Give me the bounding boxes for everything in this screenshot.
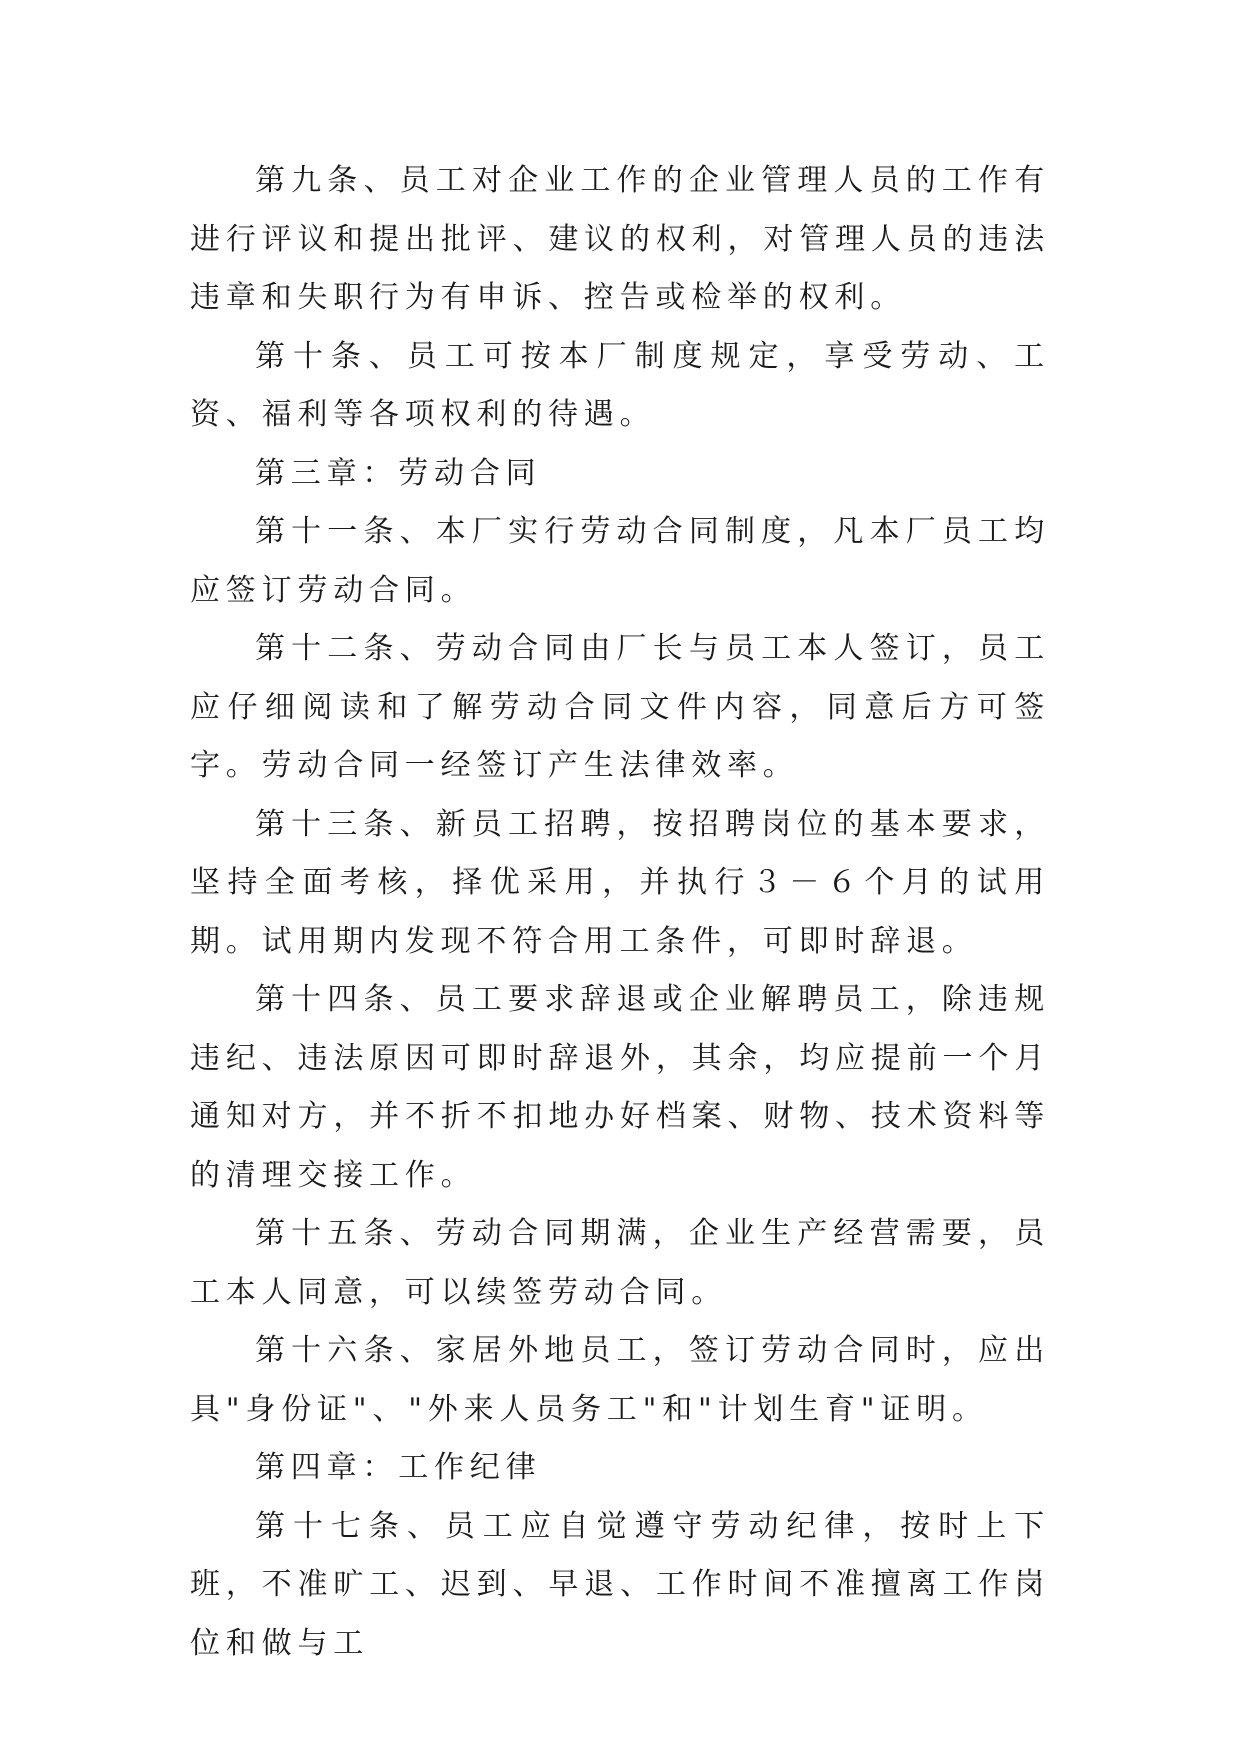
article-14-paragraph: 第十四条、员工要求辞退或企业解聘员工，除违规违纪、违法原因可即时辞退外，其余，均应提前一个月通知对方，并不折不扣地办好档案、财物、技术资料等的清理交接工作。 bbox=[190, 982, 1050, 1193]
article-16-paragraph: 第十六条、家居外地员工，签订劳动合同时，应出具"身份证"、"外来人员务工"和"计划生育"证明。 bbox=[190, 1333, 1050, 1427]
chapter-4-heading: 第四章：工作纪律 bbox=[255, 1450, 542, 1485]
article-13-paragraph: 第十三条、新员工招聘，按招聘岗位的基本要求，坚持全面考核，择优采用，并执行３－６个月的试用期。试用期内发现不符合用工条件，可即时辞退。 bbox=[190, 806, 1050, 959]
article-17-paragraph: 第十七条、员工应自觉遵守劳动纪律，按时上下班，不准旷工、迟到、早退、工作时间不准擅离工作岗位和做与工 bbox=[190, 1508, 1050, 1661]
article-10-paragraph: 第十条、员工可按本厂制度规定，享受劳动、工资、福利等各项权利的待遇。 bbox=[190, 338, 1050, 432]
article-9-paragraph: 第九条、员工对企业工作的企业管理人员的工作有进行评议和提出批评、建议的权利，对管理人员的违法违章和失职行为有申诉、控告或检举的权利。 bbox=[190, 163, 1050, 315]
article-15-paragraph: 第十五条、劳动合同期满，企业生产经营需要，员工本人同意，可以续签劳动合同。 bbox=[190, 1216, 1050, 1310]
chapter-3-heading: 第三章：劳动合同 bbox=[255, 455, 542, 491]
article-11-paragraph: 第十一条、本厂实行劳动合同制度，凡本厂员工均应签订劳动合同。 bbox=[190, 514, 1050, 608]
document-body bbox=[190, 152, 1050, 1673]
article-12-paragraph: 第十二条、劳动合同由厂长与员工本人签订，员工应仔细阅读和了解劳动合同文件内容，同意后方可签字。劳动合同一经签订产生法律效率。 bbox=[190, 631, 1050, 783]
